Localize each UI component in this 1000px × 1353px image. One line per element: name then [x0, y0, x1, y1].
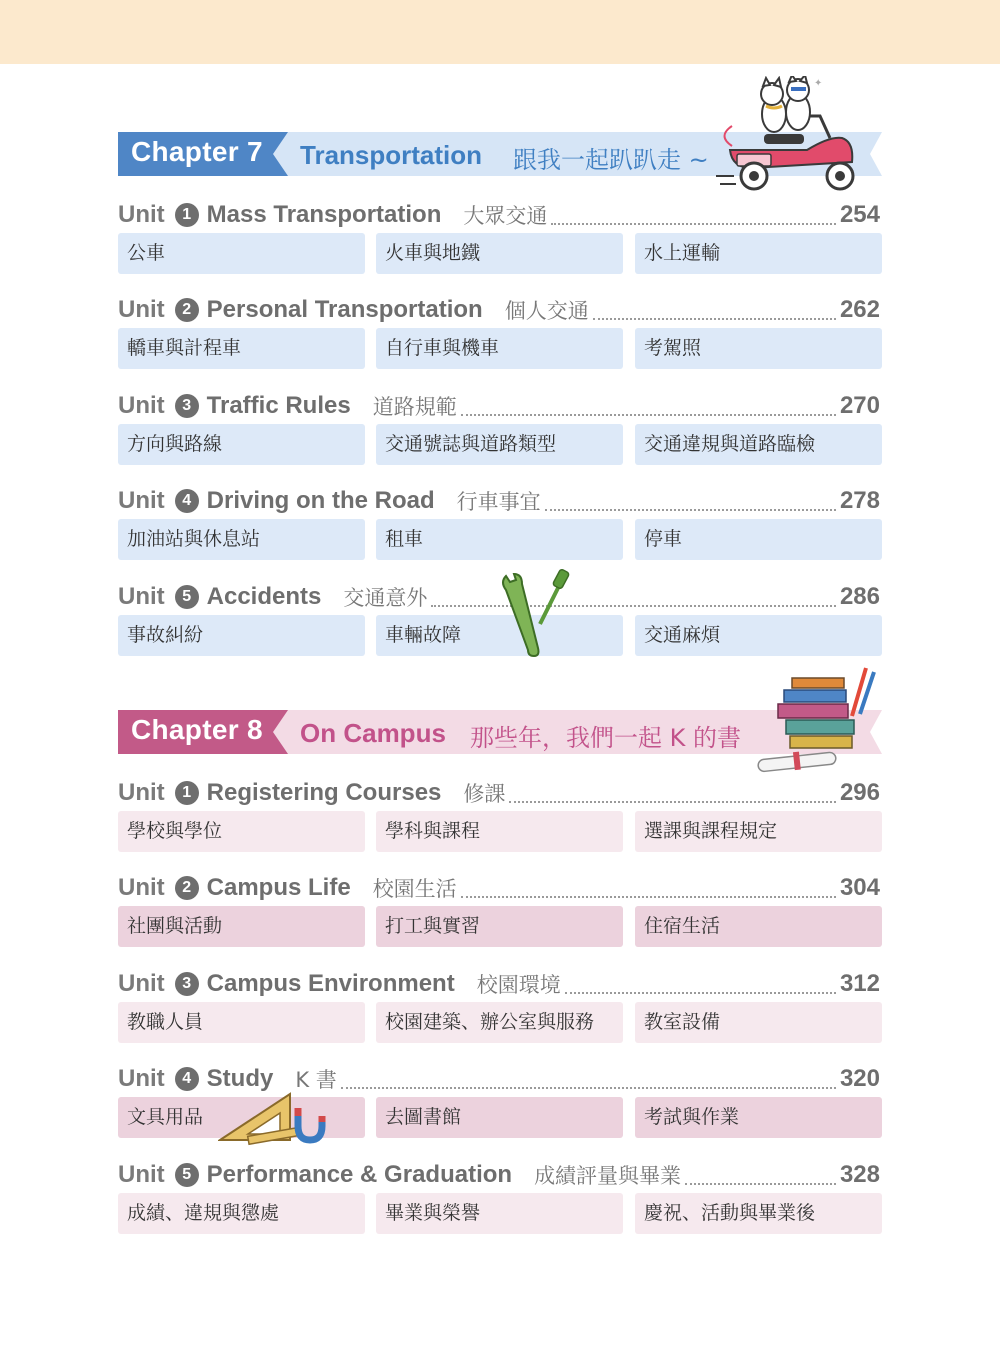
topic-cell: 成績、違規與懲處 — [118, 1193, 365, 1234]
chapter-label: Chapter 8 — [131, 714, 263, 745]
page-number: 286 — [839, 583, 880, 610]
unit-word: Unit — [118, 487, 165, 514]
chapter-subtitle: 那些年，我們一起 K 的書 — [470, 724, 741, 752]
unit-word: Unit — [118, 201, 165, 228]
unit-title: Driving on the Road — [206, 487, 435, 514]
unit-line[interactable] — [118, 294, 880, 326]
topic-cell: 文具用品 — [118, 1097, 365, 1138]
topic-cell: 交通麻煩 — [635, 615, 882, 656]
unit-title-zh: 交通意外 — [343, 586, 428, 610]
topic-cell: 學科與課程 — [376, 811, 623, 852]
topic-cell: 火車與地鐵 — [376, 233, 623, 274]
book-stack-icon — [756, 664, 882, 780]
unit-word: Unit — [118, 1065, 165, 1092]
topic-cell: 選課與課程規定 — [635, 811, 882, 852]
unit-title: Mass Transportation — [206, 201, 442, 228]
topic-cell: 交通違規與道路臨檢 — [635, 424, 882, 465]
unit-line[interactable] — [118, 872, 880, 904]
topic-row — [118, 906, 882, 947]
unit-title-zh: 道路規範 — [372, 395, 457, 419]
topic-cell: 考駕照 — [635, 328, 882, 369]
cats-on-scooter-icon — [712, 76, 862, 192]
wrench-screwdriver-icon — [498, 568, 578, 660]
unit-word: Unit — [118, 392, 165, 419]
unit-word: Unit — [118, 779, 165, 806]
page-number: 296 — [839, 779, 880, 806]
topic-cell: 水上運輸 — [635, 233, 882, 274]
leader-dots — [565, 974, 836, 994]
unit-line[interactable] — [118, 199, 880, 231]
unit-word: Unit — [118, 583, 165, 610]
leader-dots — [509, 783, 836, 803]
unit-number-badge: 5 — [175, 585, 199, 609]
page-number: 304 — [839, 874, 880, 901]
topic-row — [118, 1193, 882, 1234]
unit-line[interactable] — [118, 777, 880, 809]
page-number: 312 — [839, 970, 880, 997]
unit-title-zh: 校園環境 — [476, 973, 561, 997]
set-square-icon — [218, 1088, 326, 1146]
topic-row — [118, 424, 882, 465]
topic-cell: 租車 — [376, 519, 623, 560]
unit-line[interactable] — [118, 1159, 880, 1191]
unit-title: Campus Environment — [206, 970, 455, 997]
topic-cell: 車輛故障 — [376, 615, 623, 656]
unit-title: Traffic Rules — [206, 392, 351, 419]
unit-title-zh: 成績評量與畢業 — [534, 1164, 682, 1188]
topic-cell: 慶祝、活動與畢業後 — [635, 1193, 882, 1234]
unit-title: Registering Courses — [206, 779, 442, 806]
unit-number-badge: 1 — [175, 203, 199, 227]
unit-number-badge: 3 — [175, 394, 199, 418]
unit-title-zh: 修課 — [463, 782, 506, 806]
topic-cell: 轎車與計程車 — [118, 328, 365, 369]
topic-row — [118, 1002, 882, 1043]
topic-row — [118, 328, 882, 369]
leader-dots — [431, 587, 836, 607]
unit-word: Unit — [118, 874, 165, 901]
unit-line[interactable] — [118, 390, 880, 422]
leader-dots — [551, 205, 836, 225]
chapter-subtitle: 跟我一起趴趴走 ~ — [513, 146, 709, 174]
topic-cell: 加油站與休息站 — [118, 519, 365, 560]
leader-dots — [461, 396, 836, 416]
topic-cell: 教室設備 — [635, 1002, 882, 1043]
unit-number-badge: 4 — [175, 1067, 199, 1091]
unit-title-zh: K 書 — [295, 1068, 337, 1092]
topic-cell: 方向與路線 — [118, 424, 365, 465]
topic-cell: 停車 — [635, 519, 882, 560]
magnet-icon — [298, 1108, 322, 1140]
topic-cell: 自行車與機車 — [376, 328, 623, 369]
unit-title-zh: 大眾交通 — [463, 204, 548, 228]
unit-number-badge: 1 — [175, 781, 199, 805]
unit-number-badge: 3 — [175, 972, 199, 996]
top-color-band — [0, 0, 1000, 64]
unit-title-zh: 個人交通 — [504, 299, 589, 323]
topic-cell: 公車 — [118, 233, 365, 274]
leader-dots — [341, 1069, 836, 1089]
unit-number-badge: 5 — [175, 1163, 199, 1187]
topic-cell: 事故糾紛 — [118, 615, 365, 656]
unit-title: Accidents — [206, 583, 322, 610]
unit-number-badge: 2 — [175, 876, 199, 900]
unit-line[interactable] — [118, 968, 880, 1000]
topic-row — [118, 233, 882, 274]
topic-row — [118, 811, 882, 852]
unit-title-zh: 行車事宜 — [456, 490, 541, 514]
topic-cell: 社團與活動 — [118, 906, 365, 947]
topic-row — [118, 519, 882, 560]
diploma-icon — [758, 752, 837, 772]
page-number: 270 — [839, 392, 880, 419]
unit-number-badge: 4 — [175, 489, 199, 513]
unit-line[interactable] — [118, 485, 880, 517]
pencils-icon — [852, 668, 874, 716]
topic-cell: 學校與學位 — [118, 811, 365, 852]
chapter-title: On Campus — [300, 718, 446, 748]
unit-title: Performance & Graduation — [206, 1161, 513, 1188]
topic-cell: 考試與作業 — [635, 1097, 882, 1138]
unit-title-zh: 校園生活 — [372, 877, 457, 901]
topic-cell: 校園建築、辦公室與服務 — [376, 1002, 623, 1043]
leader-dots — [461, 878, 836, 898]
unit-word: Unit — [118, 296, 165, 323]
svg-text:✦: ✦ — [814, 78, 823, 89]
topic-cell: 交通號誌與道路類型 — [376, 424, 623, 465]
page-number: 328 — [839, 1161, 880, 1188]
topic-cell: 住宿生活 — [635, 906, 882, 947]
chapter-label: Chapter 7 — [131, 136, 263, 167]
leader-dots — [685, 1165, 836, 1185]
unit-word: Unit — [118, 970, 165, 997]
topic-cell: 畢業與榮譽 — [376, 1193, 623, 1234]
page-number: 320 — [839, 1065, 880, 1092]
page-number: 254 — [839, 201, 880, 228]
topic-cell: 打工與實習 — [376, 906, 623, 947]
topic-cell: 去圖書館 — [376, 1097, 623, 1138]
leader-dots — [545, 491, 836, 511]
chapter-title: Transportation — [300, 140, 483, 170]
unit-title: Study — [206, 1065, 274, 1092]
unit-number-badge: 2 — [175, 298, 199, 322]
unit-title: Campus Life — [206, 874, 351, 901]
leader-dots — [593, 300, 836, 320]
unit-word: Unit — [118, 1161, 165, 1188]
page-number: 278 — [839, 487, 880, 514]
topic-cell: 教職人員 — [118, 1002, 365, 1043]
unit-title: Personal Transportation — [206, 296, 483, 323]
page-number: 262 — [839, 296, 880, 323]
